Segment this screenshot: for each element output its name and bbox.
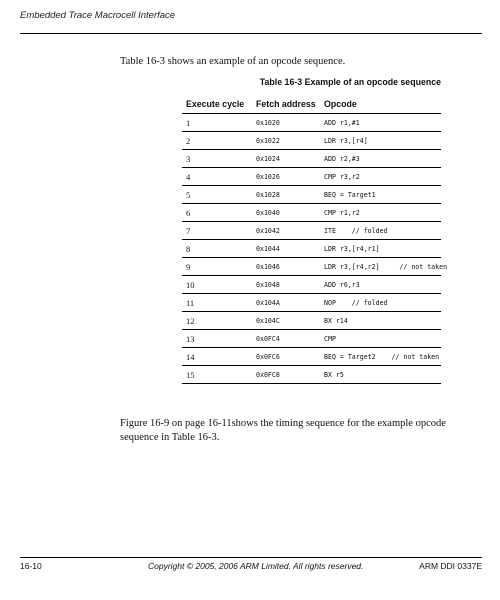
opcode-cell: CMP r3,r2 xyxy=(324,173,360,181)
execute-cycle-cell: 2 xyxy=(186,136,191,146)
fetch-address-cell: 0x1026 xyxy=(256,173,280,181)
table-row xyxy=(182,258,448,276)
execute-cycle-cell: 14 xyxy=(186,352,195,362)
opcode-cell: ADD r2,#3 xyxy=(324,155,360,163)
header-rule xyxy=(20,33,482,34)
opcode-cell: LDR r3,[r4] xyxy=(324,137,368,145)
table-row xyxy=(182,168,441,186)
fetch-address-cell: 0x0FC4 xyxy=(256,335,280,343)
column-header-fetch-address: Fetch address xyxy=(256,99,316,109)
opcode-cell: LDR r3,[r4,r1] xyxy=(324,245,380,253)
table-caption: Table 16-3 Example of an opcode sequence xyxy=(259,77,441,87)
table-row xyxy=(182,186,441,204)
fetch-address-cell: 0x1028 xyxy=(256,191,280,199)
intro-paragraph: Table 16-3 shows an example of an opcode sequence. xyxy=(120,56,346,67)
table-row xyxy=(182,222,441,240)
table-header-row xyxy=(182,97,441,114)
copyright-notice: Copyright © 2005, 2006 ARM Limited. All rights reserved. xyxy=(148,561,364,571)
table-row xyxy=(182,294,441,312)
execute-cycle-cell: 3 xyxy=(186,154,191,164)
outro-paragraph: Figure 16-9 on page 16-11shows the timing sequence for the example opcode sequence in Table 16-3. xyxy=(120,418,446,443)
column-header-execute-cycle: Execute cycle xyxy=(186,99,245,109)
fetch-address-cell: 0x1022 xyxy=(256,137,280,145)
table-row xyxy=(182,204,441,222)
execute-cycle-cell: 8 xyxy=(186,244,191,254)
table-row xyxy=(182,330,441,348)
opcode-cell: CMP xyxy=(324,335,336,343)
opcode-cell: BEQ = Target2 // not taken xyxy=(324,353,440,361)
table-body xyxy=(182,114,448,384)
fetch-address-cell: 0x1020 xyxy=(256,119,280,127)
opcode-cell: NOP // folded xyxy=(324,299,388,307)
table-row xyxy=(182,348,441,366)
opcode-cell: BX r5 xyxy=(324,371,344,379)
execute-cycle-cell: 4 xyxy=(186,172,191,182)
table-row xyxy=(182,150,441,168)
opcode-cell: ITE // folded xyxy=(324,227,388,235)
fetch-address-cell: 0x1040 xyxy=(256,209,280,217)
table-row xyxy=(182,366,441,384)
table-row xyxy=(182,276,441,294)
fetch-address-cell: 0x1046 xyxy=(256,263,280,271)
execute-cycle-cell: 10 xyxy=(186,280,195,290)
fetch-address-cell: 0x1042 xyxy=(256,227,280,235)
execute-cycle-cell: 1 xyxy=(186,118,191,128)
opcode-cell: BEQ = Target1 xyxy=(324,191,376,199)
fetch-address-cell: 0x0FC6 xyxy=(256,353,280,361)
execute-cycle-cell: 11 xyxy=(186,298,195,308)
document-id: ARM DDI 0337E xyxy=(419,561,482,571)
fetch-address-cell: 0x104A xyxy=(256,299,280,307)
opcode-table xyxy=(182,97,448,384)
opcode-cell: LDR r3,[r4,r2] // not taken xyxy=(324,263,448,271)
page-number: 16-10 xyxy=(20,561,42,571)
table-row xyxy=(182,312,441,330)
opcode-cell: BX r14 xyxy=(324,317,348,325)
table-row xyxy=(182,240,441,258)
opcode-cell: CMP r1,r2 xyxy=(324,209,360,217)
execute-cycle-cell: 9 xyxy=(186,262,191,272)
table-row xyxy=(182,114,441,132)
footer-rule xyxy=(20,557,482,558)
running-header: Embedded Trace Macrocell Interface xyxy=(20,10,176,21)
execute-cycle-cell: 12 xyxy=(186,316,195,326)
column-header-opcode: Opcode xyxy=(324,99,357,109)
execute-cycle-cell: 15 xyxy=(186,370,195,380)
fetch-address-cell: 0x104C xyxy=(256,317,280,325)
opcode-cell: ADD r1,#1 xyxy=(324,119,360,127)
fetch-address-cell: 0x1024 xyxy=(256,155,280,163)
opcode-cell: ADD r6,r3 xyxy=(324,281,360,289)
execute-cycle-cell: 7 xyxy=(186,226,191,236)
execute-cycle-cell: 6 xyxy=(186,208,191,218)
execute-cycle-cell: 5 xyxy=(186,190,191,200)
fetch-address-cell: 0x0FC8 xyxy=(256,371,280,379)
execute-cycle-cell: 13 xyxy=(186,334,195,344)
fetch-address-cell: 0x1044 xyxy=(256,245,280,253)
fetch-address-cell: 0x1048 xyxy=(256,281,280,289)
table-row xyxy=(182,132,441,150)
